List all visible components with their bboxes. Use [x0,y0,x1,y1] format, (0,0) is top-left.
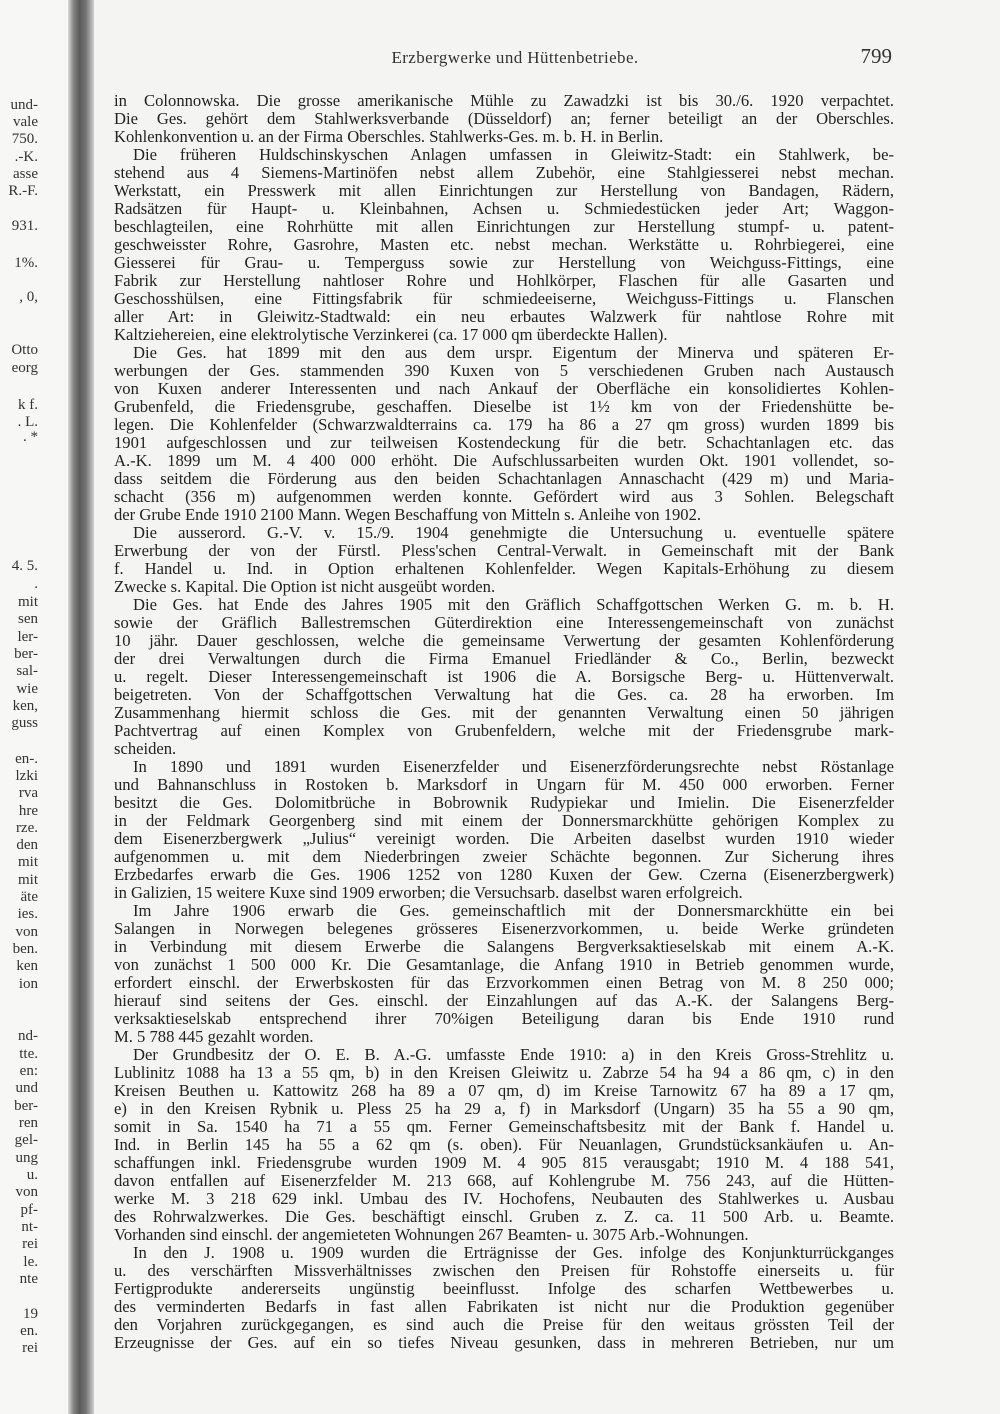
text-line: besitzt die Ges. Dolomitbrüche in Bobrownik Rudypiekar und Imielin. Die Eisenerzfelder [114,793,894,812]
text-line: beigetreten. Von der Schaffgottschen Verwaltung hat die Ges. ca. 28 ha erworben. Im [114,685,894,704]
text-line: Vorhanden sind einschl. der angemieteten Wohnungen 267 Beamten- u. 3075 Arb.-Wohnungen. [114,1225,749,1244]
text-line: legen. Die Kohlenfelder (Schwarzwaldterrains ca. 179 ha 86 a 27 qm gross) wurden 1899 bis [114,415,894,434]
paragraph-first-line: In 1890 und 1891 wurden Eisenerzfelder und Eisenerzförderungsrechte nebst Röstanlage [133,757,894,776]
margin-fragment: 750. [11,131,38,147]
text-line: den Vorjahren zurückgegangen, es sind auch die Preise für den weitaus grössten Teil der [114,1315,894,1334]
text-line: schaffungen inkl. Friedensgrube wurden 1909 M. 4 905 815 verausgabt; 1910 M. 4 188 541, [114,1153,894,1172]
margin-fragment: rei [22,1340,38,1356]
text-line: Radsätzen für Haupt- u. Kleinbahnen, Achsen u. Schmiedestücken jeder Art; Waggon- [114,199,894,218]
text-line: Werkstatt, ein Presswerk mit allen Einrichtungen zur Herstellung von Bandagen, Rädern, [114,181,894,200]
text-line: Erzbedarfes erwarb die Ges. 1906 1252 von 1280 Kuxen der Gew. Czerna (Eisenerzbergwerk) [114,865,894,884]
text-line: und Bahnanschluss in Rostoken b. Marksdorf in Ungarn für M. 450 000 erworben. Ferner [114,775,894,794]
text-line: davon entfallen auf Eisenerzfelder M. 213 668, auf Kohlengrube M. 756 243, auf die Hütten- [114,1171,894,1190]
text-line: der Grube Ende 1910 2100 Mann. Wegen Beschaffung von Mitteln s. Anleihe von 1902. [114,505,702,524]
text-line: e) in den Kreisen Rybnik u. Pless 25 ha 29 a, f) in Marksdorf (Ungarn) 35 ha 55 a 90 qm, [114,1099,894,1118]
margin-fragment: guss [11,715,38,731]
margin-fragment: nt- [21,1219,38,1235]
margin-fragment: ber- [14,1098,38,1114]
margin-fragment: rei [22,1236,38,1252]
margin-fragment: Otto [11,342,38,358]
text-line: Giesserei für Grau- u. Temperguss sowie zur Herstellung von Weichguss-Fittings, eine [114,253,894,272]
text-line: Ind. in Berlin 145 ha 55 a 62 qm (s. oben). Für Neuanlagen, Grundstücksankäufen u. An- [114,1135,894,1154]
text-line: verksaktieselskab entsprechend ihrer 70%igen Beteiligung daran bis Ende 1910 rund [114,1009,894,1028]
margin-fragment: und- [10,97,38,113]
margin-fragment: pf- [20,1202,38,1218]
text-line: in Verbindung mit diesem Erwerbe die Salangens Bergverksaktieselskab mit einem A.-K. [114,937,894,956]
margin-fragment: von [15,924,38,940]
margin-fragment: ken, [12,698,38,714]
margin-fragment: le. [23,1254,38,1270]
margin-fragment: ren [18,1115,38,1131]
margin-fragment: nd- [18,1028,38,1044]
text-line: Kaltziehereien, eine elektrolytische Verzinkerei (ca. 17 000 qm überdeckte Hallen). [114,325,668,344]
text-line: in der Feldmark Georgenberg sind mit einem der Donnersmarckhütte gehörigen Komplex zu [114,811,894,830]
text-line: dass seitdem die Förderung aus den beiden Schachtanlagen Annaschacht (429 m) und Maria- [114,469,894,488]
margin-fragment: . [34,576,38,592]
text-line: Kreisen Beuthen u. Kattowitz 268 ha 89 a 07 qm, d) im Kreise Tarnowitz 67 ha 89 a 17 qm, [114,1081,894,1100]
text-line: werbungen der Ges. stammenden 390 Kuxen von 5 verschiedenen Gruben nach Austausch [114,361,894,380]
text-line: stehend aus 4 Siemens-Martinöfen nebst allem Zubehör, eine Stahlgiesserei nebst mechan. [114,163,894,182]
paragraph-first-line: Die Ges. hat Ende des Jahres 1905 mit den Gräflich Schaffgottschen Werken G. m. b. H. [133,595,894,614]
text-line: 10 jähr. Dauer geschlossen, welche die gemeinsame Verwertung der gesamten Kohlenförderung [114,631,894,650]
running-header-title: Erzbergwerke und Hüttenbetriebe. [391,48,639,67]
book-binding-shadow [68,0,94,1414]
margin-fragment: ber- [14,646,38,662]
text-line: Kohlenkonvention u. an der Firma Oberschles. Stahlwerks-Ges. m. b. H. in Berlin. [114,127,664,146]
text-line: erfordert einschl. der Erwerbskosten für das Erzvorkommen einen Betrag von M. 8 250 000; [114,973,894,992]
margin-fragment: 931. [11,218,38,234]
text-line: von Kuxen anderer Interessenten und nach Ankauf der Oberfläche ein konsolidiertes Kohlen- [114,379,894,398]
text-line: des Rohrwalzwerkes. Die Ges. beschäftigt einschl. Gruben z. Z. ca. 11 500 Arb. u. Beamte. [114,1207,894,1226]
text-line: u. des verschärften Missverhältnisses zwischen den Preisen für Rohstoffe einerseits u. für [114,1261,894,1280]
margin-fragment: ion [18,976,38,992]
margin-fragment: rva [18,785,38,801]
margin-fragment: mit [17,872,38,888]
text-line: Zusammenhang hiermit schloss die Ges. mit der genannten Verwaltung einen 50 jährigen [114,703,894,722]
text-line: Die Ges. gehört dem Stahlwerksverbande (Düsseldorf) an; ferner beteiligt an der Oberschles. [114,109,894,128]
margin-fragment: rze. [15,820,38,836]
margin-fragment: vale [13,114,38,130]
text-line: Geschosshülsen, eine Fittingsfabrik für schmiedeeiserne, Weichguss-Fittings u. Flanschen [114,289,894,308]
text-line: in Galizien, 15 weitere Kuxe sind 1909 erworben; die Versuchsarb. daselbst waren erfolgreich. [114,883,743,902]
text-line: somit in Sa. 1540 ha 71 a 55 qm. Ferner Gemeinschaftsbesitz mit der Bank f. Handel u. [114,1117,894,1136]
margin-fragment: en: [19,1063,38,1079]
text-line: Pachtvertrag auf einen Komplex von Grubenfeldern, welche mit der Friedensgrube mark- [114,721,894,740]
paragraph-first-line: Die ausserord. G.-V. v. 15./9. 1904 genehmigte die Untersuchung u. eventuelle spätere [133,523,894,542]
margin-fragment: nte [19,1271,38,1287]
margin-fragment: und [15,1080,38,1096]
text-line: beschlagteilen, eine Rohrhütte mit allen Einrichtungen zur Herstellung stumpf- u. patent- [114,217,894,236]
margin-fragment: eorg [11,360,38,376]
text-line: f. Handel u. Ind. in Option erhaltenen Kohlenfelder. Wegen Kapitals-Erhöhung zu diesem [114,559,894,578]
paragraph-first-line: Der Grundbesitz der O. E. B. A.-G. umfasste Ende 1910: a) in den Kreis Gross-Strehlitz u. [133,1045,894,1064]
text-line: Fertigprodukte andererseits ungünstig beeinflusst. Infolge des scharfen Wettbewerbes u. [114,1279,894,1298]
margin-fragment: wie [16,681,38,697]
text-line: Zwecke s. Kapital. Die Option ist nicht ausgeübt worden. [114,577,496,596]
text-line: 1901 aufgeschlossen und zur teilweisen Kostendeckung für die betr. Schachtanlagen etc. das [114,433,894,452]
margin-fragment: 1%. [14,255,38,271]
body-text [114,92,894,1352]
paragraph-first-line: Die Ges. hat 1899 mit den aus dem urspr. Eigentum der Minerva und späteren Er- [133,343,894,362]
margin-fragment: den [16,837,38,853]
text-line: Erwerbung der von der Fürstl. Pless'schen Central-Verwalt. in Gemeinschaft mit der Bank [114,541,894,560]
text-line: von zunächst 1 500 000 Kr. Die Gesamtanlage, die Anfang 1910 in Betrieb genommen wurde, [114,955,894,974]
text-line: dem Eisenerzbergwerk „Julius“ vereinigt worden. Die Arbeiten daselbst wurden 1910 wieder [114,829,894,848]
text-line: Salangen in Norwegen belegenes grösseres Eisenerzvorkommen, u. beide Werke gründeten [114,919,894,938]
margin-fragment: ler- [17,629,38,645]
text-line: M. 5 788 445 gezahlt worden. [114,1027,314,1046]
margin-fragment: sal- [16,663,38,679]
margin-fragment: hre [18,803,38,819]
margin-fragment: .-K. [14,149,38,165]
text-line: aufgenommen u. mit dem Niederbringen zweier Schächte begonnen. Zur Sicherung ihres [114,847,894,866]
margin-fragment: . * [23,429,38,445]
margin-fragment: von [15,1184,38,1200]
paragraph-first-line: In den J. 1908 u. 1909 wurden die Erträgnisse der Ges. infolge des Konjunkturrückganges [133,1243,894,1262]
text-line: in Colonnowska. Die grosse amerikanische Mühle zu Zawadzki ist bis 30./6. 1920 verpachtet. [114,91,894,110]
margin-fragment: asse [13,166,38,182]
margin-fragment: 19 [23,1306,38,1322]
adjacent-page-margin [0,0,68,1414]
margin-fragment: ies. [17,906,38,922]
margin-fragment: äte [20,889,38,905]
margin-fragment: mit [17,854,38,870]
margin-fragment: lzki [15,768,38,784]
margin-fragment: 4. 5. [11,558,38,574]
text-line: u. regelt. Dieser Interessengemeinschaft ist 1906 die A. Borsigsche Berg- u. Hüttenverwalt. [114,667,894,686]
margin-fragment: k f. [18,397,38,413]
text-line: des verminderten Bedarfs in fast allen Fabrikaten ist nicht nur die Produktion gegenüber [114,1297,894,1316]
text-line: Fabrik zur Herstellung nahtloser Rohre und Hohlkörper, Flaschen für alle Gasarten und [114,271,894,290]
text-line: Grubenfeld, die Friedensgrube, geschaffen. Dieselbe ist 1½ km von der Friedenshütte be- [114,397,894,416]
text-line: Erzeugnisse der Ges. auf ein so tiefes Niveau gesunken, dass in mehreren Betrieben, nur um [114,1333,894,1352]
margin-fragment: en-. [15,751,38,767]
paragraph-first-line: Die früheren Huldschinskyschen Anlagen umfassen in Gleiwitz-Stadt: ein Stahlwerk, be- [133,145,894,164]
margin-fragment: . L. [17,414,38,430]
text-line: hierauf sind seitens der Ges. einschl. der Einzahlungen auf das A.-K. der Salangens Berg- [114,991,894,1010]
margin-fragment: en. [20,1323,38,1339]
margin-fragment: ben. [12,941,38,957]
text-line: werke M. 3 218 629 inkl. Umbau des IV. Hochofens, Neubauten des Stahlwerkes u. Ausbau [114,1189,894,1208]
text-line: A.-K. 1899 um M. 4 400 000 erhöht. Die Aufschlussarbeiten wurden Okt. 1901 vollendet, so- [114,451,894,470]
margin-fragment: sen [18,611,38,627]
margin-fragment: , 0, [19,289,38,305]
text-line: schacht (356 m) aufgenommen werden konnte. Gefördert wird aus 3 Sohlen. Belegschaft [114,487,894,506]
text-line: scheiden. [114,739,177,758]
text-line: geschweisster Rohre, Gasrohre, Masten etc. nebst mechan. Werkstätte u. Rohrbiegerei, eine [114,235,894,254]
margin-fragment: mit [17,594,38,610]
margin-fragment: ken [16,958,38,974]
text-line: sowie der Gräflich Ballestremschen Güterdirektion eine Interessengemeinschaft von zunächst [114,613,894,632]
text-line: Lublinitz 1088 ha 13 a 55 qm, b) in den Kreisen Gleiwitz u. Zabrze 54 ha 94 a 86 qm, c) in den [114,1063,894,1082]
margin-fragment: u. [26,1167,38,1183]
margin-fragment: gel- [14,1132,38,1148]
paragraph-first-line: Im Jahre 1906 erwarb die Ges. gemeinschaftlich mit der Donnersmarckhütte ein bei [133,901,894,920]
margin-fragment: ung [15,1150,38,1166]
text-line: der drei Verwaltungen durch die Firma Emanuel Friedländer & Co., Berlin, bezweckt [114,649,894,668]
margin-fragment: tte. [19,1046,38,1062]
page-number: 799 [860,44,892,68]
margin-fragment: R.-F. [8,183,38,199]
text-line: aller Art: in Gleiwitz-Stadtwald: ein neu erbautes Walzwerk für nahtlose Rohre mit [114,307,894,326]
